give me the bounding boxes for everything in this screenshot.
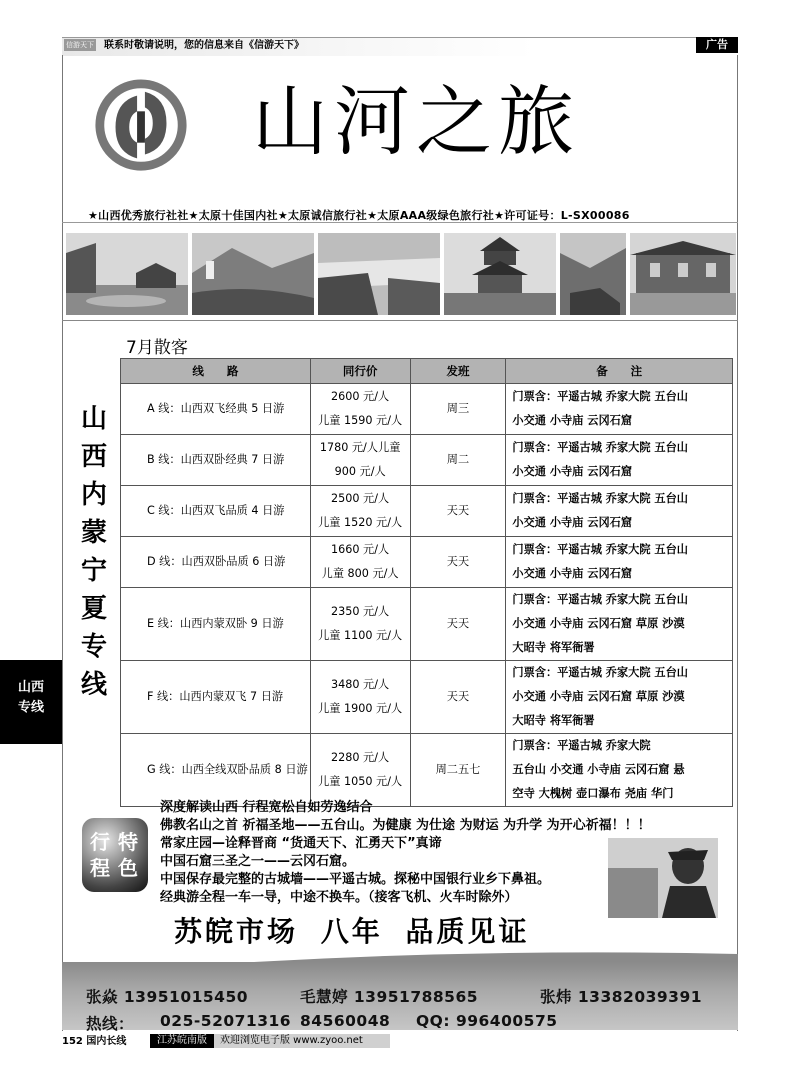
contact-2: 毛慧婷 13951788565: [300, 988, 479, 1006]
vertical-char: 山: [80, 404, 107, 434]
footer-edition: 江苏皖南版: [150, 1034, 214, 1048]
badge-char: 程: [90, 856, 110, 880]
side-tab-label: 山西: [17, 680, 44, 695]
hotline-1: 025-52071316: [160, 1012, 292, 1030]
vertical-char: 蒙: [80, 518, 107, 548]
page-title: 山河之旅: [252, 77, 580, 166]
route-cell: F 线：山西内蒙双飞 7 日游: [121, 661, 311, 734]
notes-cell: 门票含：平遥古城 乔家大院 五台山 小交通 小寺庙 云冈石窟 悬 空寺 大槐树 壶口瀑布 尧庙 华门: [506, 734, 733, 807]
table-row: [121, 537, 733, 588]
vertical-char: 宁: [80, 556, 107, 586]
notes-cell: 门票含：平遥古城 乔家大院 五台山 小交通 小寺庙 云冈石窟: [506, 486, 733, 537]
feature-line: 经典游全程一车一导，中途不换车。（接客飞机、火车时除外）: [160, 890, 518, 905]
feature-badge: [82, 818, 148, 892]
divider: [62, 222, 738, 223]
slogan: 苏皖市场 八年 品质见证: [174, 915, 530, 948]
vertical-char: 西: [80, 442, 107, 472]
feature-line: 中国石窟三圣之一——云冈石窟。: [160, 854, 356, 869]
ad-badge: 广告: [696, 37, 738, 53]
feature-line: 佛教名山之首 祈福圣地——五台山。为健康 为仕途 为财运 为升学 为开心祈福！！！: [160, 818, 651, 833]
badge-char: 特: [118, 830, 138, 854]
divider: [62, 320, 738, 321]
route-cell: G 线：山西全线双卧品质 8 日游: [121, 734, 311, 807]
schedule-cell: 周二五七: [410, 734, 506, 807]
photo-valley: [560, 233, 626, 315]
notes-cell: 门票含：平遥古城 乔家大院 五台山 小交通 小寺庙 云冈石窟 草原 沙漠 大昭寺 将军衙署: [506, 661, 733, 734]
feature-list: [160, 799, 651, 907]
route-cell: C 线：山西双飞品质 4 日游: [121, 486, 311, 537]
vertical-char: 线: [80, 670, 107, 700]
notes-cell: 门票含：平遥古城 乔家大院 五台山 小交通 小寺庙 云冈石窟 草原 沙漠 大昭寺 将军衙署: [506, 588, 733, 661]
hotline-label: 热线：: [86, 1015, 135, 1033]
photo-pavilion-lake: [66, 233, 188, 315]
feature-line: 常家庄园—诠释晋商 “货通天下、汇勇天下”真谛: [160, 836, 442, 851]
schedule-cell: 周二: [410, 435, 506, 486]
header-note: 联系时敬请说明，您的信息来自《信游天下》: [104, 40, 304, 51]
vertical-char: 专: [80, 632, 107, 662]
route-cell: B 线：山西双卧经典 7 日游: [121, 435, 311, 486]
hotline-2: 84560048: [300, 1012, 391, 1030]
contact-3: 张炜 13382039391: [540, 988, 703, 1006]
table-row: [121, 435, 733, 486]
brand-logo: 信游天下: [66, 41, 94, 49]
table-row: [121, 384, 733, 435]
notes-cell: 门票含：平遥古城 乔家大院 五台山 小交通 小寺庙 云冈石窟: [506, 537, 733, 588]
route-cell: D 线：山西双卧品质 6 日游: [121, 537, 311, 588]
schedule-cell: 天天: [410, 588, 506, 661]
contact-1: 张焱 13951015450: [86, 988, 249, 1006]
table-header-row: [121, 359, 733, 384]
price-cell: 2500 元/人 儿童 1520 元/人: [310, 486, 410, 537]
column-header: 发班: [410, 359, 506, 384]
schedule-cell: 周三: [410, 384, 506, 435]
schedule-cell: 天天: [410, 537, 506, 588]
schedule-cell: 天天: [410, 661, 506, 734]
notes-cell: 门票含：平遥古城 乔家大院 五台山 小交通 小寺庙 云冈石窟: [506, 435, 733, 486]
section-title: 7月散客: [126, 338, 188, 358]
badge-char: 行: [90, 830, 110, 854]
side-tab-label: 专线: [17, 700, 44, 715]
notes-cell: 门票含：平遥古城 乔家大院 五台山 小交通 小寺庙 云冈石窟: [506, 384, 733, 435]
table-row: [121, 661, 733, 734]
badge-char: 色: [118, 856, 138, 880]
column-header: 同行价: [310, 359, 410, 384]
footer-site: 欢迎浏览电子版 www.zyoo.net: [214, 1034, 390, 1048]
table-row: [121, 734, 733, 807]
column-header: 线 路: [121, 359, 311, 384]
side-tab: [0, 660, 62, 744]
photo-waterfall: [318, 233, 440, 315]
agency-logo-icon: [92, 78, 190, 176]
vertical-char: 夏: [80, 594, 107, 624]
photo-mountain-temple: [192, 233, 314, 315]
footer-page: 152 国内长线: [62, 1036, 127, 1047]
agency-credentials: ★山西优秀旅行社社★太原十佳国内社★太原诚信旅行社★太原AAA级绿色旅行社★许可证号：L-SX00086: [88, 209, 630, 222]
route-cell: E 线：山西内蒙双卧 9 日游: [121, 588, 311, 661]
price-cell: 1780 元/人儿童 900 元/人: [310, 435, 410, 486]
photo-courtyard: [630, 233, 736, 315]
statue-photo: [608, 838, 718, 918]
vertical-char: 内: [80, 480, 107, 510]
price-cell: 2600 元/人 儿童 1590 元/人: [310, 384, 410, 435]
qq-contact: QQ: 996400575: [416, 1012, 558, 1030]
schedule-cell: 天天: [410, 486, 506, 537]
route-table: [120, 358, 733, 807]
price-cell: 2350 元/人 儿童 1100 元/人: [310, 588, 410, 661]
price-cell: 1660 元/人 儿童 800 元/人: [310, 537, 410, 588]
feature-line: 深度解读山西 行程宽松自如劳逸结合: [160, 800, 373, 815]
price-cell: 3480 元/人 儿童 1900 元/人: [310, 661, 410, 734]
table-row: [121, 588, 733, 661]
price-cell: 2280 元/人 儿童 1050 元/人: [310, 734, 410, 807]
feature-line: 中国保存最完整的古城墙——平遥古城。探秘中国银行业乡下鼻祖。: [160, 872, 551, 887]
route-cell: A 线：山西双飞经典 5 日游: [121, 384, 311, 435]
column-header: 备 注: [506, 359, 733, 384]
vertical-title: [74, 400, 114, 704]
photo-tower: [444, 233, 556, 315]
table-row: [121, 486, 733, 537]
